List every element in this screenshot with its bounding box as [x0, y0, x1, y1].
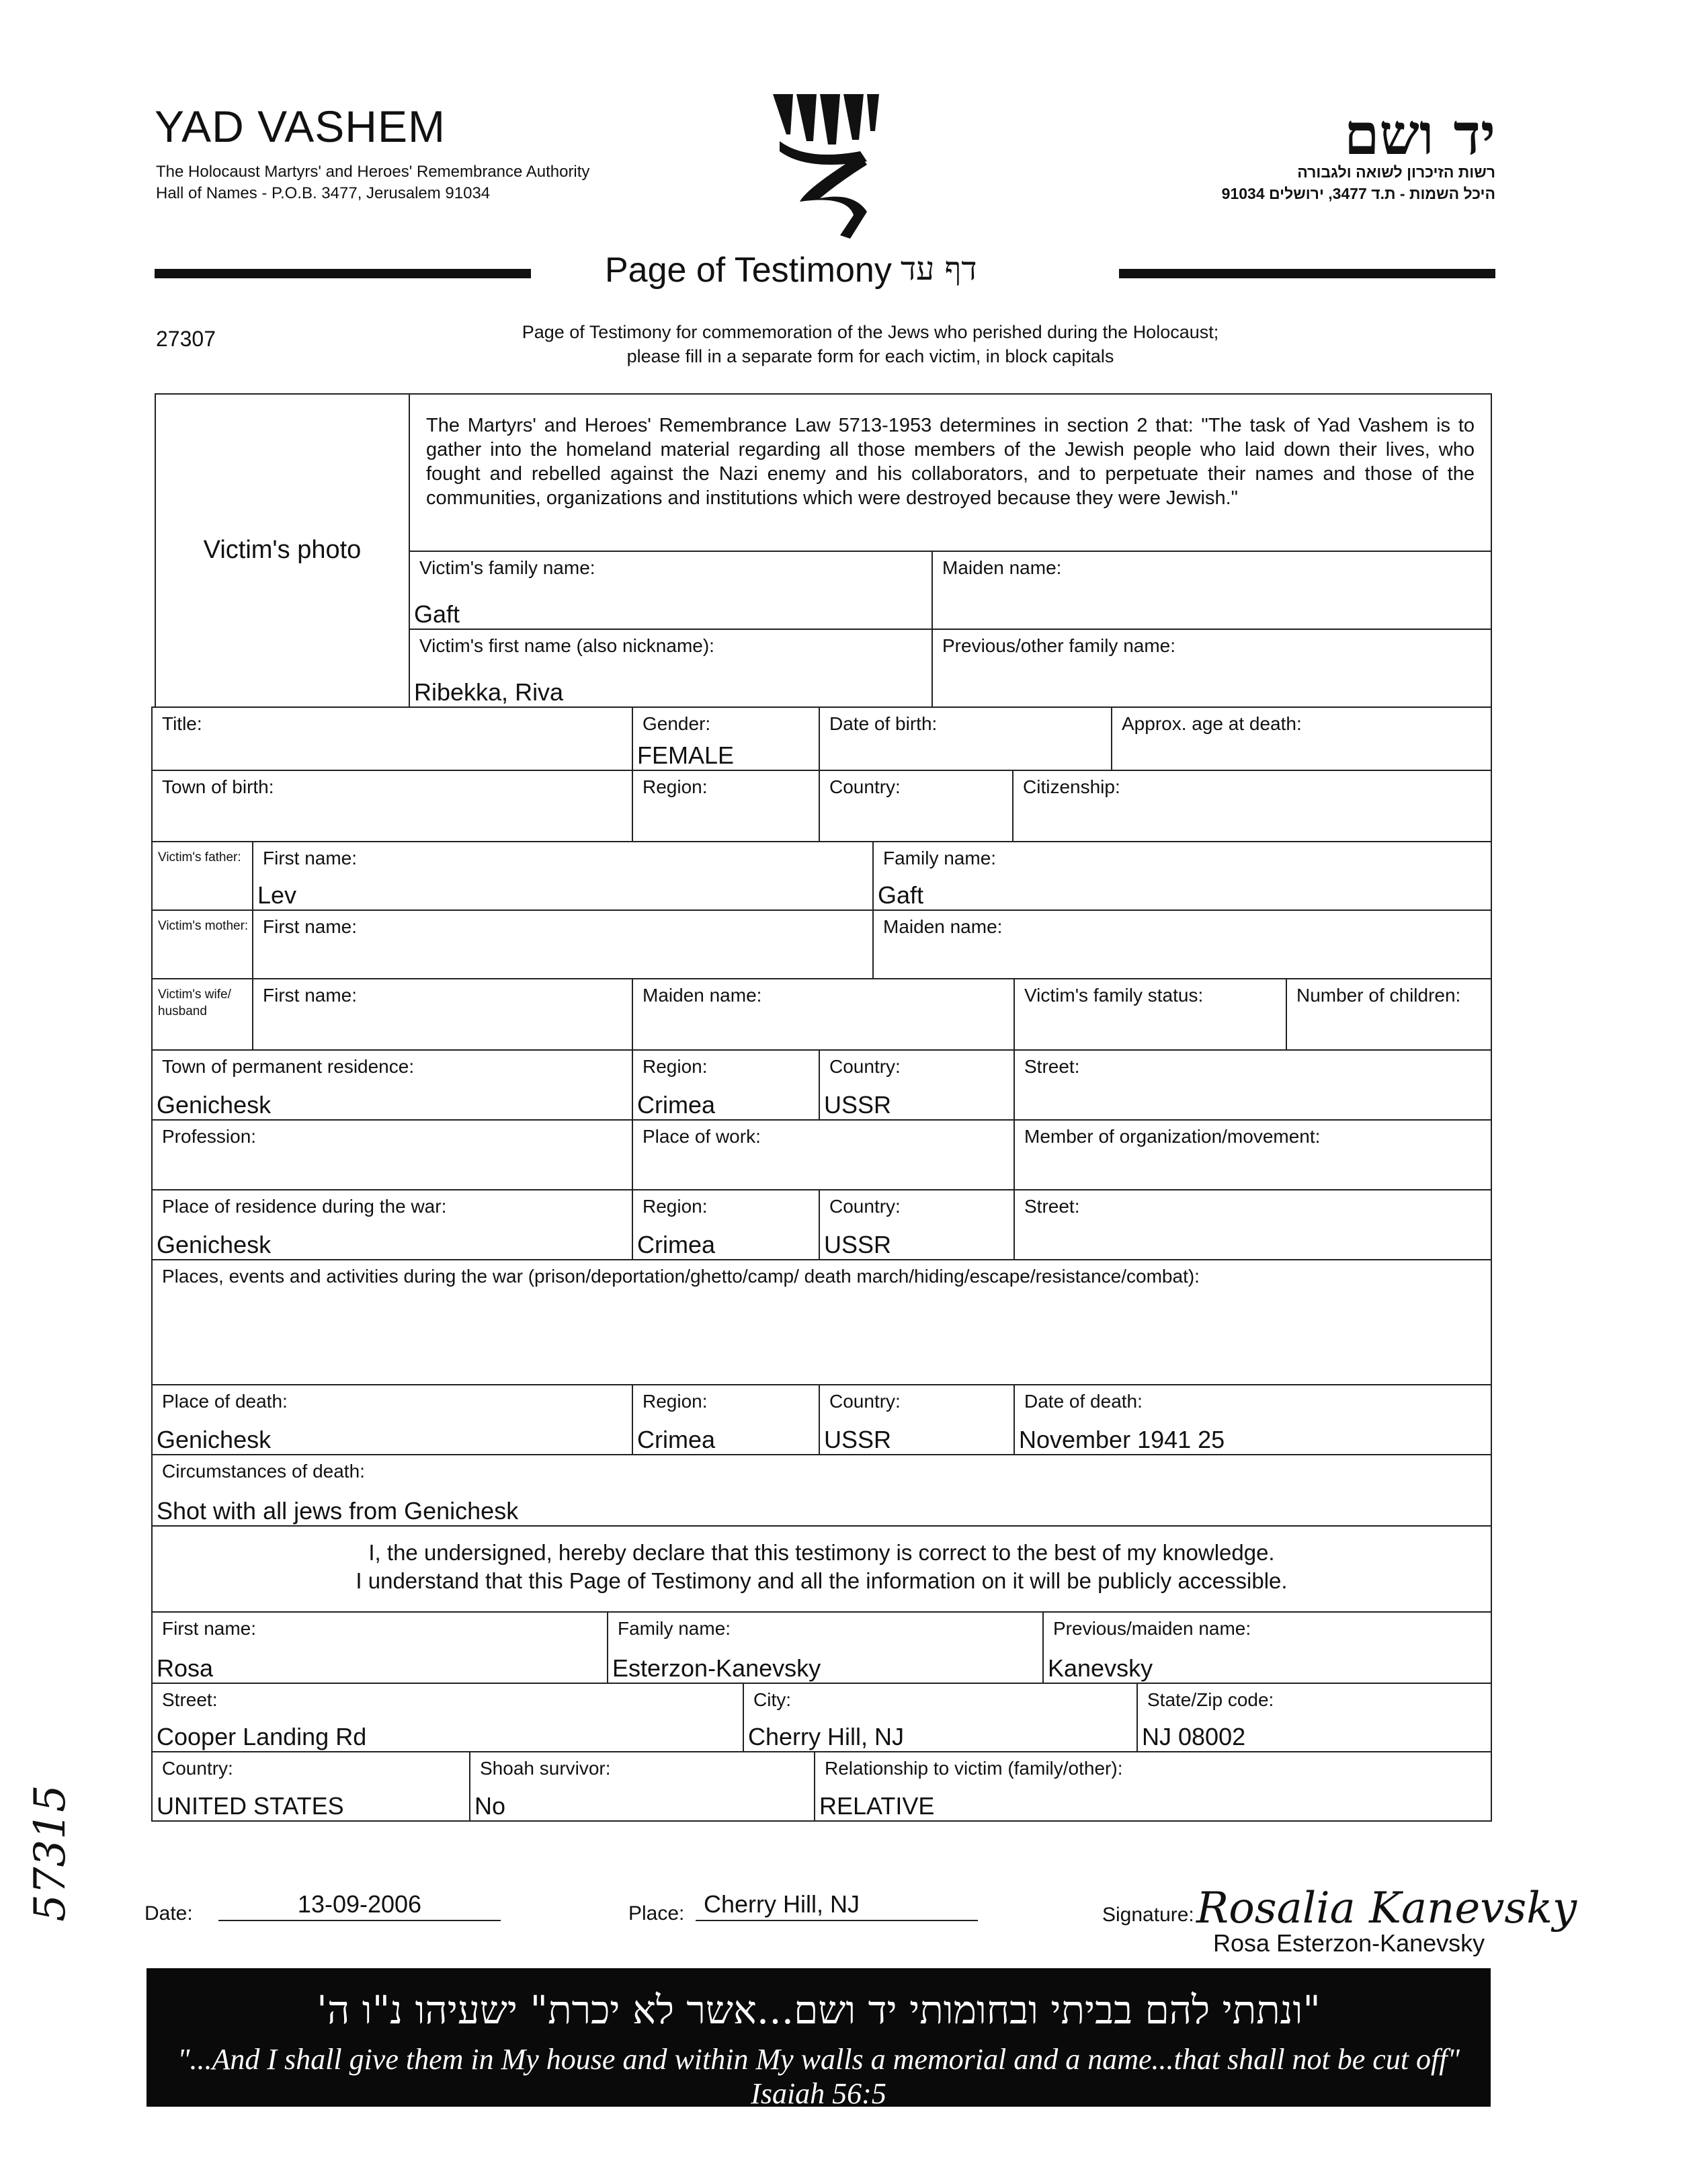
submitter-state-zip-value: NJ 08002: [1142, 1723, 1246, 1750]
war-country-label: Country:: [829, 1196, 901, 1217]
victim-family-name-field[interactable]: [409, 551, 933, 630]
place-of-work-label: Place of work:: [643, 1126, 761, 1147]
war-street-field[interactable]: [1013, 1189, 1492, 1260]
family-status-field[interactable]: [1013, 978, 1287, 1051]
intro-line-1: Page of Testimony for commemoration of the Jews who perished during the Holocaust;: [522, 322, 1219, 342]
birth-country-field[interactable]: [819, 770, 1013, 842]
birth-region-label: Region:: [643, 776, 708, 797]
residence-country-label: Country:: [829, 1056, 901, 1077]
spouse-tag-box: [151, 978, 253, 1051]
war-region-label: Region:: [643, 1196, 708, 1217]
residence-country-field[interactable]: [819, 1049, 1015, 1121]
banner-hebrew-quote: "ונתתי להם בביתי ובחומותי יד ושם...אשר לא יכרת" ישעיהו נ"ו ה': [317, 1987, 1321, 2033]
intro-line-2: please fill in a separate form for each victim, in block capitals: [626, 346, 1114, 366]
declaration-line-2: I understand that this Page of Testimony and all the information on it will be publicly accessible.: [356, 1568, 1288, 1593]
residence-region-value: Crimea: [637, 1091, 716, 1119]
mother-first-name-field[interactable]: [252, 909, 874, 979]
title-label: Title:: [162, 713, 202, 734]
submitter-family-name-label: Family name:: [618, 1618, 731, 1639]
survivor-field[interactable]: [469, 1751, 815, 1822]
residence-town-value: Genichesk: [157, 1091, 272, 1119]
father-first-name-field[interactable]: [252, 841, 874, 911]
family-status-label: Victim's family status:: [1024, 985, 1204, 1006]
place-of-death-label: Place of death:: [162, 1391, 288, 1412]
place-of-death-field[interactable]: [151, 1384, 633, 1455]
spouse-first-name-field[interactable]: [252, 978, 633, 1051]
form-number: 27307: [156, 327, 216, 351]
victim-family-name-value: Gaft: [414, 600, 460, 628]
margin-number: [20, 1768, 74, 1923]
residence-country-value: USSR: [824, 1091, 892, 1119]
org-subtitle-hebrew-line-2: היכל השמות - ת.ד 3477, ירושלים 91034: [1221, 185, 1495, 202]
death-country-value: USSR: [824, 1426, 892, 1453]
death-region-label: Region:: [643, 1391, 708, 1412]
margin-number-text: 57315: [26, 1785, 75, 1922]
maiden-name-label: Maiden name:: [942, 557, 1062, 578]
death-region-field[interactable]: [632, 1384, 820, 1455]
date-of-death-field[interactable]: [1013, 1384, 1492, 1455]
signature-label: Signature:: [1102, 1904, 1194, 1926]
victim-first-name-label: Victim's first name (also nickname):: [419, 635, 714, 656]
submitter-country-value: UNITED STATES: [157, 1792, 344, 1820]
profession-label: Profession:: [162, 1126, 257, 1147]
circumstances-field[interactable]: [151, 1454, 1492, 1527]
date-of-death-value: November 1941 25: [1019, 1426, 1225, 1453]
banner-english-quote: "...And I shall give them in My house and within My walls a memorial and a name...that shall not be cut off" Isaiah 56:5: [177, 2043, 1460, 2110]
org-subtitle-line-1: The Holocaust Martyrs' and Heroes' Remembrance Authority: [156, 163, 590, 181]
photo-box: [155, 393, 410, 708]
submitter-street-field[interactable]: [151, 1683, 744, 1752]
signature-name: Rosa Esterzon-Kanevsky: [1213, 1929, 1485, 1957]
mother-tag: Victim's mother:: [158, 919, 249, 933]
citizenship-label: Citizenship:: [1023, 776, 1120, 797]
submitter-country-field[interactable]: [151, 1751, 470, 1822]
citizenship-field[interactable]: [1012, 770, 1492, 842]
gender-field[interactable]: [632, 706, 820, 771]
menorah-logo-icon: [766, 87, 880, 242]
death-country-label: Country:: [829, 1391, 901, 1412]
photo-label: Victim's photo: [203, 536, 362, 564]
father-tag: Victim's father:: [158, 850, 241, 864]
declaration-text: [153, 1539, 1491, 1595]
intro-text: [417, 320, 1324, 368]
title-field[interactable]: [151, 706, 633, 771]
relationship-label: Relationship to victim (family/other):: [825, 1758, 1123, 1779]
title-rule-left: [155, 269, 531, 278]
organization-field[interactable]: [1013, 1119, 1492, 1190]
father-family-name-label: Family name:: [883, 848, 997, 868]
org-subtitle-line-2: Hall of Names - P.O.B. 3477, Jerusalem 91034: [156, 184, 491, 202]
circumstances-value: Shot with all jews from Genichesk: [157, 1497, 519, 1525]
submitter-family-name-field[interactable]: [607, 1611, 1044, 1684]
submitter-family-name-value: Esterzon-Kanevsky: [612, 1654, 821, 1682]
age-at-death-field[interactable]: [1111, 706, 1492, 771]
submitter-city-label: City:: [753, 1689, 791, 1710]
children-count-label: Number of children:: [1296, 985, 1461, 1006]
mother-first-name-label: First name:: [263, 916, 358, 937]
quote-banner: [147, 1968, 1491, 2110]
spouse-maiden-name-label: Maiden name:: [643, 985, 762, 1006]
war-events-field[interactable]: [151, 1259, 1492, 1385]
death-region-value: Crimea: [637, 1426, 716, 1453]
father-tag-box: [151, 841, 253, 911]
spouse-maiden-name-field[interactable]: [632, 978, 1015, 1051]
mother-maiden-name-label: Maiden name:: [883, 916, 1003, 937]
law-text: The Martyrs' and Heroes' Remembrance Law 5713-1953 determines in section 2 that: "The task of Yad Vashem is to gather into the homeland material regarding all those members of the Jewish people who laid down their lives, who fought and rebelled against the Nazi enemy and his collaborators, and to perpetuate their names and those of the communities, organizations and institutions which were destroyed because they were Jewish.": [426, 415, 1475, 509]
submitter-state-zip-field[interactable]: [1136, 1683, 1492, 1752]
submitter-street-label: Street:: [162, 1689, 218, 1710]
submitter-first-name-label: First name:: [162, 1618, 257, 1639]
age-at-death-label: Approx. age at death:: [1122, 713, 1302, 734]
death-country-field[interactable]: [819, 1384, 1015, 1455]
children-count-field[interactable]: [1286, 978, 1492, 1051]
circumstances-label: Circumstances of death:: [162, 1461, 365, 1482]
page-title: Page of Testimony: [605, 251, 892, 290]
residence-region-field[interactable]: [632, 1049, 820, 1121]
date-of-birth-field[interactable]: [819, 706, 1112, 771]
testimony-form: [151, 393, 1492, 1822]
title-rule-right: [1119, 269, 1495, 278]
father-family-name-field[interactable]: [872, 841, 1492, 911]
war-residence-label: Place of residence during the war:: [162, 1196, 447, 1217]
war-region-field[interactable]: [632, 1189, 820, 1260]
survivor-label: Shoah survivor:: [480, 1758, 611, 1779]
submitter-first-name-field[interactable]: [151, 1611, 608, 1684]
place-of-work-field[interactable]: [632, 1119, 1015, 1190]
war-events-label: Places, events and activities during the war (prison/deportation/ghetto/camp/ death march/hiding/escape/resistance/combat):: [162, 1266, 1200, 1287]
residence-street-label: Street:: [1024, 1056, 1080, 1077]
submitter-country-label: Country:: [162, 1758, 233, 1779]
birth-country-label: Country:: [829, 776, 901, 797]
father-family-name-value: Gaft: [878, 881, 924, 909]
mother-tag-box: [151, 909, 253, 979]
date-of-death-label: Date of death:: [1024, 1391, 1143, 1412]
organization-label: Member of organization/movement:: [1024, 1126, 1321, 1147]
residence-street-field[interactable]: [1013, 1049, 1492, 1121]
father-first-name-value: Lev: [257, 881, 297, 909]
victim-family-name-label: Victim's family name:: [419, 557, 595, 578]
place-of-death-value: Genichesk: [157, 1426, 272, 1453]
war-country-value: USSR: [824, 1231, 892, 1258]
war-residence-field[interactable]: [151, 1189, 633, 1260]
place-label: Place:: [628, 1902, 685, 1925]
org-subtitle: [156, 161, 589, 204]
gender-value: FEMALE: [637, 741, 735, 769]
profession-field[interactable]: [151, 1119, 633, 1190]
submitter-previous-name-field[interactable]: [1042, 1611, 1492, 1684]
previous-family-name-field[interactable]: [932, 629, 1492, 708]
war-region-value: Crimea: [637, 1231, 716, 1258]
signature-script: Rosalia Kanevsky: [1196, 1884, 1577, 1933]
submitter-previous-name-value: Kanevsky: [1048, 1654, 1153, 1682]
birth-region-field[interactable]: [632, 770, 820, 842]
residence-region-label: Region:: [643, 1056, 708, 1077]
victim-first-name-value: Ribekka, Riva: [414, 678, 564, 706]
page-title-hebrew: דף עד: [901, 250, 977, 288]
org-name: YAD VASHEM: [155, 102, 446, 151]
town-of-birth-label: Town of birth:: [162, 776, 274, 797]
submitter-street-value: Cooper Landing Rd: [157, 1723, 367, 1750]
submitter-state-zip-label: State/Zip code:: [1147, 1689, 1274, 1710]
law-box: [409, 393, 1492, 552]
war-residence-value: Genichesk: [157, 1231, 272, 1258]
residence-town-field[interactable]: [151, 1049, 633, 1121]
war-street-label: Street:: [1024, 1196, 1080, 1217]
date-of-birth-label: Date of birth:: [829, 713, 938, 734]
relationship-field[interactable]: [814, 1751, 1492, 1822]
town-of-birth-field[interactable]: [151, 770, 633, 842]
victim-first-name-field[interactable]: [409, 629, 933, 708]
submitter-city-value: Cherry Hill, NJ: [748, 1723, 905, 1750]
war-country-field[interactable]: [819, 1189, 1015, 1260]
org-name-hebrew: יד ושם: [1343, 101, 1495, 167]
submitter-previous-name-label: Previous/maiden name:: [1053, 1618, 1251, 1639]
survivor-value: No: [474, 1792, 506, 1820]
org-subtitle-hebrew-line-1: רשות הזיכרון לשואה ולגבורה: [1297, 163, 1495, 181]
submitter-city-field[interactable]: [743, 1683, 1138, 1752]
residence-town-label: Town of permanent residence:: [162, 1056, 415, 1077]
place-value[interactable]: Cherry Hill, NJ: [696, 1890, 978, 1921]
spouse-first-name-label: First name:: [263, 985, 358, 1006]
date-label: Date:: [144, 1902, 193, 1925]
maiden-name-field[interactable]: [932, 551, 1492, 630]
father-first-name-label: First name:: [263, 848, 358, 868]
org-subtitle-hebrew: [1222, 161, 1495, 204]
spouse-tag: Victim's wife/ husband: [158, 987, 231, 1018]
relationship-value: RELATIVE: [819, 1792, 935, 1820]
previous-family-name-label: Previous/other family name:: [942, 635, 1176, 656]
declaration-line-1: I, the undersigned, hereby declare that this testimony is correct to the best of my knowledge.: [368, 1540, 1275, 1565]
date-value[interactable]: 13-09-2006: [218, 1890, 501, 1921]
submitter-first-name-value: Rosa: [157, 1654, 214, 1682]
declaration-box: [151, 1525, 1492, 1613]
mother-maiden-name-field[interactable]: [872, 909, 1492, 979]
gender-label: Gender:: [643, 713, 711, 734]
